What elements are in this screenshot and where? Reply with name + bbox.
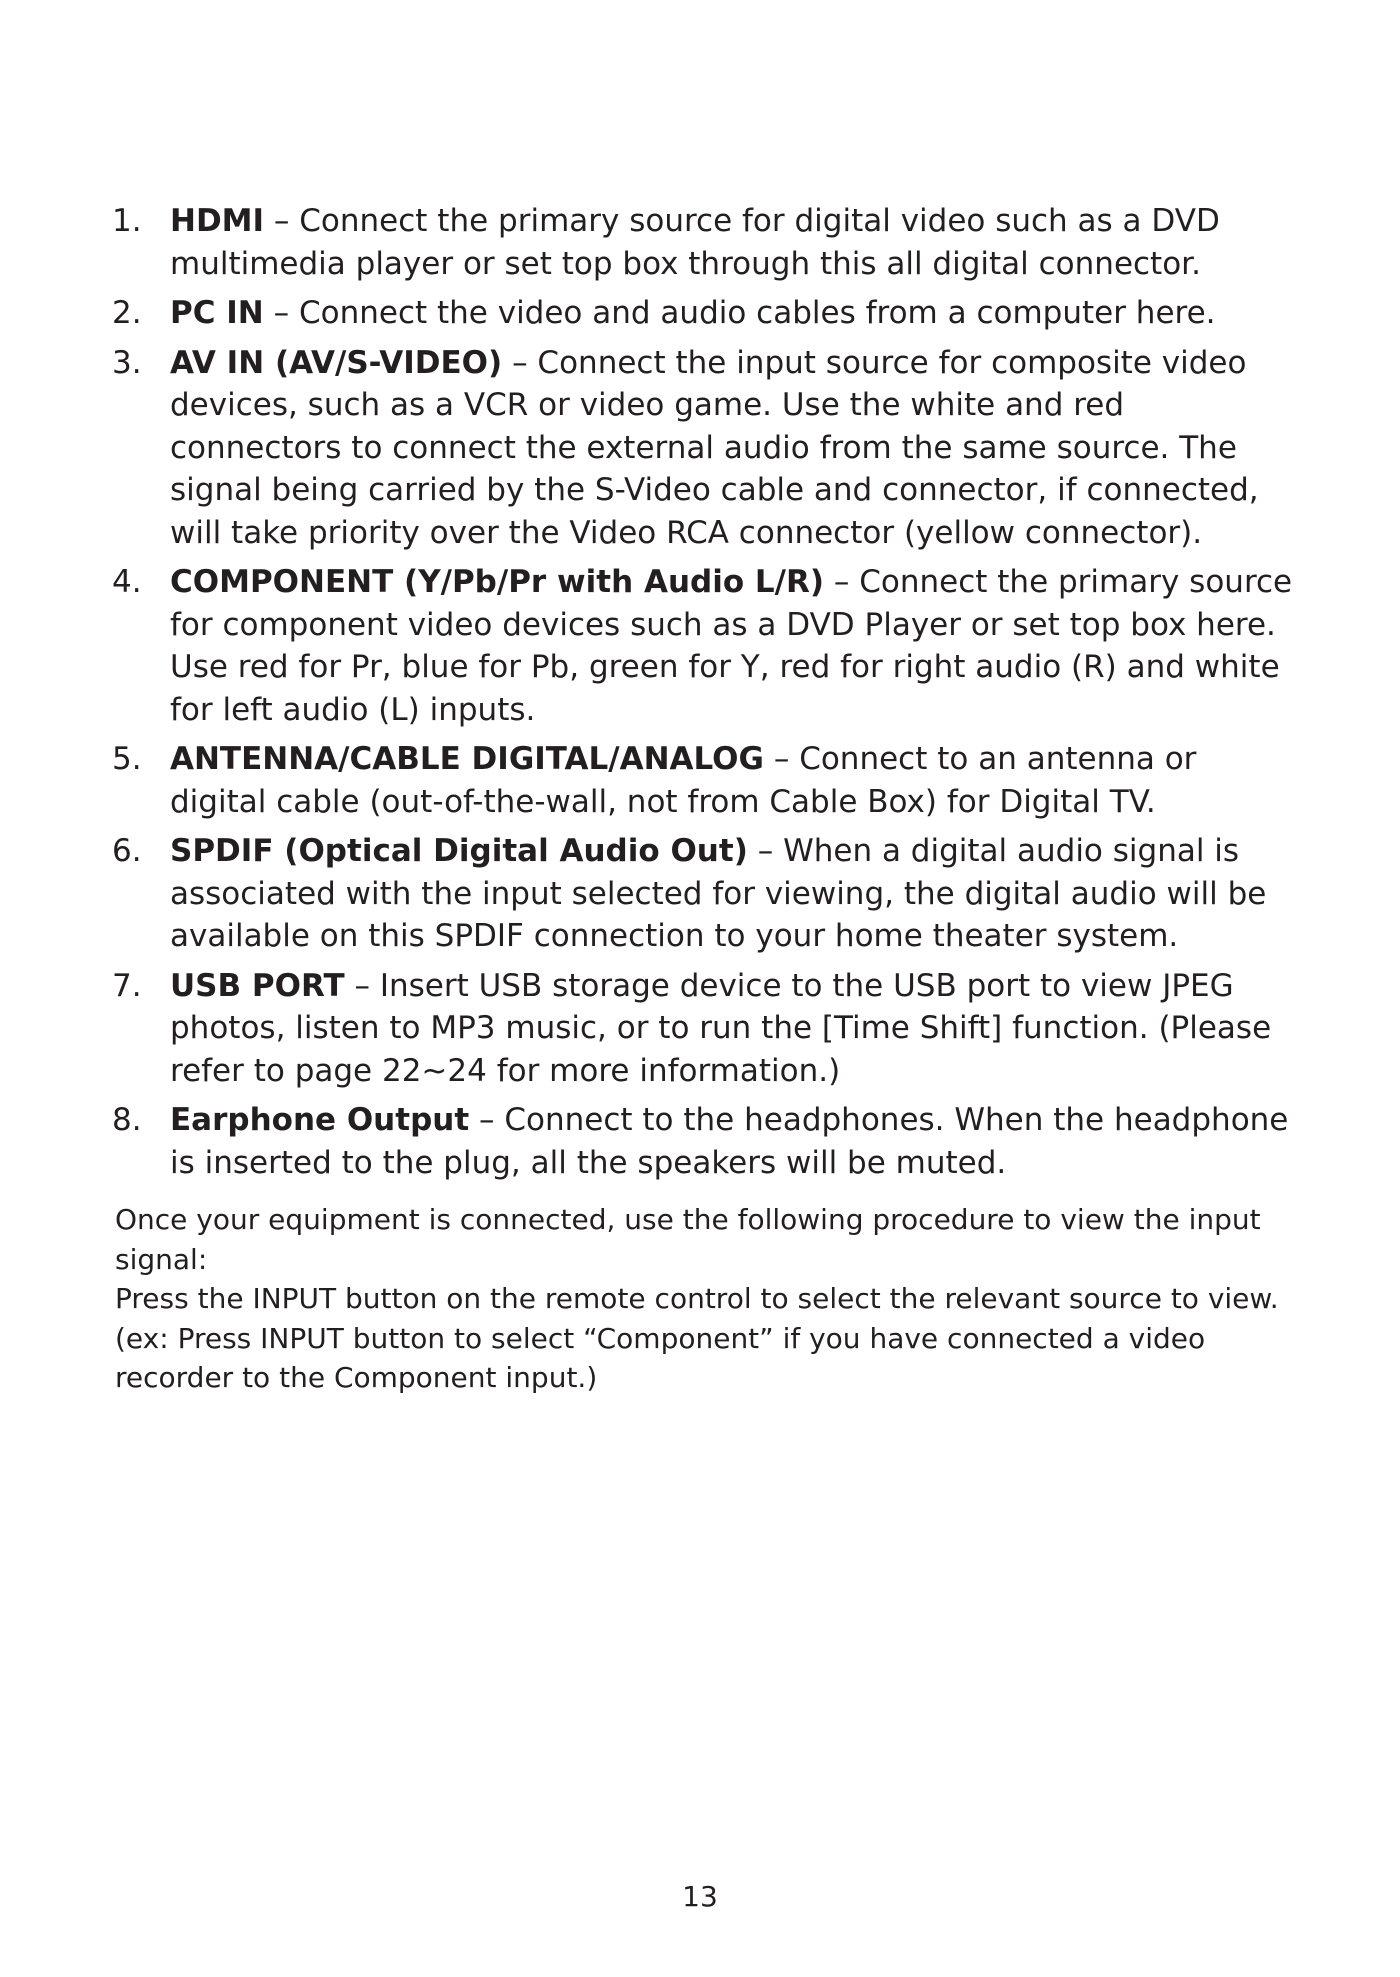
item-number: 3. [112, 344, 142, 381]
item-description: – Connect the video and audio cables from a computer here. [273, 295, 1216, 331]
connector-list [112, 200, 1302, 1191]
item-description: – Connect to the headphones. When the headphone is inserted to the plug, all the speakers will be muted. [170, 1102, 1289, 1181]
item-term: AV IN (AV/S-VIDEO) [170, 344, 503, 381]
list-item-antenna [112, 738, 1302, 823]
item-term: Earphone Output [170, 1102, 470, 1138]
item-term: USB PORT [170, 967, 345, 1004]
list-item-av-in [112, 342, 1302, 555]
item-description: – When a digital audio signal is associated with the input selected for viewing, the digital audio will be available on this SPDIF connection to your home theater system. [170, 833, 1267, 954]
item-description: – Connect the primary source for component video devices such as a DVD Player or set top box here. Use red for Pr, blue for Pb, green for Y, red for right audio (R) and white for left audio (L) inputs. [170, 564, 1293, 728]
item-term: ANTENNA/CABLE DIGITAL/ANALOG [170, 741, 764, 777]
item-description: – Insert USB storage device to the USB port to view JPEG photos, listen to MP3 music, or to run the [Time Shift] function. (Please refer to page 22~24 for more information.) [170, 967, 1272, 1089]
item-number: 5. [112, 741, 142, 777]
note-line: Press the INPUT button on the remote control to select the relevant source to view. [115, 1282, 1279, 1315]
item-number: 6. [112, 833, 142, 869]
note-line: (ex: Press INPUT button to select “Component” if you have connected a video recorder to the Component input.) [115, 1321, 1206, 1394]
item-description: – Connect the primary source for digital video such as a DVD multimedia player or set top box through this all digital connector. [170, 203, 1220, 282]
item-term: HDMI [170, 203, 265, 239]
item-term: SPDIF (Optical Digital Audio Out) [170, 833, 748, 869]
page-number: 13 [682, 1880, 718, 1913]
item-number: 2. [112, 295, 142, 331]
list-item-usb-port [112, 965, 1302, 1093]
item-number: 4. [112, 564, 142, 600]
item-description: – Connect to an antenna or digital cable (out-of-the-wall, not from Cable Box) for Digital TV. [170, 741, 1197, 820]
item-term: COMPONENT (Y/Pb/Pr with Audio L/R) [170, 564, 825, 600]
item-description: – Connect the input source for composite video devices, such as a VCR or video game. Use the white and red connectors to connect the external audio from the same source. The signal being carried by the S-Video cable and connector, if connected, will take priority over the Video RCA connector (yellow connector). [170, 344, 1259, 551]
item-term: PC IN [170, 295, 264, 331]
list-item-spdif [112, 830, 1302, 958]
list-item-earphone [112, 1099, 1302, 1184]
procedure-note [115, 1200, 1325, 1398]
list-item-component [112, 561, 1302, 731]
note-line: Once your equipment is connected, use the following procedure to view the input signal: [115, 1203, 1261, 1276]
list-item-pc-in [112, 292, 1302, 335]
item-number: 7. [112, 967, 142, 1004]
list-item-hdmi [112, 200, 1302, 285]
item-number: 8. [112, 1102, 142, 1138]
item-number: 1. [112, 203, 142, 239]
